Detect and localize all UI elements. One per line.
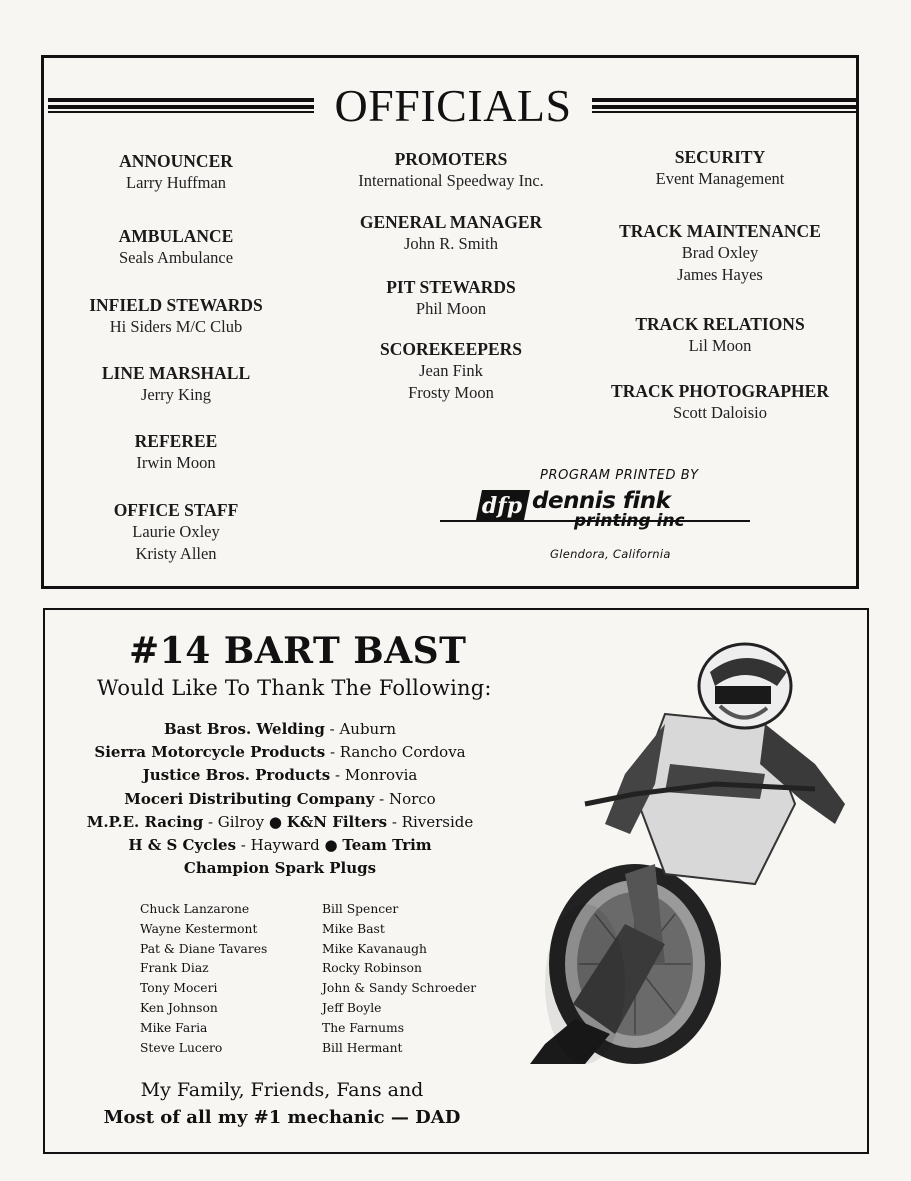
role-title: AMBULANCE: [118, 226, 234, 246]
sponsor-name: Champion Spark Plugs: [183, 859, 377, 878]
thanks-name: Tony Moceri: [140, 981, 218, 996]
thanks-name: Mike Faria: [140, 1020, 208, 1035]
sponsor-name: M.P.E. Racing: [86, 812, 204, 831]
role-person-name: Lil Moon: [688, 336, 752, 355]
sponsor-name: H & S Cycles: [128, 836, 237, 855]
sponsor-location: - Riverside: [387, 812, 474, 831]
role-person-name: Seals Ambulance: [118, 248, 234, 267]
thanks-name: Bill Hermant: [322, 1040, 403, 1055]
thanks-name: Jeff Boyle: [322, 1000, 382, 1015]
sponsor-location: - Gilroy ●: [203, 812, 287, 831]
title-rule-right: [592, 98, 858, 114]
role-title: REFEREE: [134, 431, 218, 451]
official-role-security: [590, 147, 850, 190]
role-person-name: Jean Fink: [419, 361, 483, 380]
role-person-name: Kristy Allen: [135, 543, 217, 563]
role-person-name: John R. Smith: [404, 234, 498, 253]
role-title: OFFICE STAFF: [113, 500, 239, 520]
role-title: TRACK MAINTENANCE: [619, 221, 821, 241]
thanks-name: Bill Spencer: [322, 902, 399, 916]
official-role-line-marshall: [46, 363, 306, 406]
official-role-office-staff: [46, 500, 306, 564]
thanks-name: Pat & Diane Tavares: [140, 941, 268, 956]
official-role-pit-stewards: [321, 277, 581, 320]
rider-title: #14 BART BAST: [129, 630, 467, 672]
thanks-heading: Would Like To Thank The Following:: [97, 676, 492, 700]
sponsor-list: [45, 718, 515, 880]
sponsor-line: [45, 811, 515, 834]
speedway-rider-photo: [515, 624, 845, 1070]
official-role-referee: [46, 431, 306, 474]
thanks-name: John & Sandy Schroeder: [322, 981, 477, 996]
role-title: SCOREKEEPERS: [380, 339, 522, 359]
officials-title-row: [44, 82, 856, 132]
role-title: SECURITY: [674, 147, 766, 167]
official-role-announcer: [46, 151, 306, 194]
role-person-name: Event Management: [655, 169, 785, 188]
role-person-name: Laurie Oxley: [132, 522, 220, 541]
rider-thanks-box: [43, 608, 869, 1154]
printed-by-label: PROGRAM PRINTED BY: [540, 468, 699, 483]
role-title: GENERAL MANAGER: [359, 212, 543, 232]
printer-name-line2: printing inc: [574, 511, 685, 531]
thanks-name: The Farnums: [322, 1020, 405, 1035]
sponsor-name: Justice Bros. Products: [142, 766, 331, 785]
dfp-logo-text: dfp: [481, 493, 523, 519]
closing-line-1: My Family, Friends, Fans and: [140, 1079, 424, 1101]
role-person-name: Hi Siders M/C Club: [109, 317, 243, 336]
sponsor-name: Sierra Motorcycle Products: [94, 743, 326, 762]
sponsor-location: - Auburn: [324, 720, 397, 738]
thanks-list-column-1: [140, 900, 267, 1058]
closing-line-2: Most of all my #1 mechanic — DAD: [103, 1107, 461, 1128]
thanks-name: Chuck Lanzarone: [140, 902, 250, 916]
official-role-track-relations: [590, 314, 850, 357]
thanks-name: Rocky Robinson: [322, 961, 422, 976]
sponsor-location: - Monrovia: [330, 766, 418, 785]
role-person-name: Irwin Moon: [136, 453, 216, 472]
role-person-name: Larry Huffman: [125, 173, 227, 192]
official-role-promoters: [321, 149, 581, 192]
thanks-name: Steve Lucero: [140, 1040, 223, 1055]
role-title: TRACK PHOTOGRAPHER: [611, 381, 829, 401]
thanks-name: Mike Kavanaugh: [322, 941, 427, 956]
sponsor-line: [45, 788, 515, 811]
official-role-track-photographer: [590, 381, 850, 424]
sponsor-name: Bast Bros. Welding: [163, 720, 325, 738]
sponsor-location: - Hayward ●: [236, 836, 343, 855]
role-person-name: Scott Daloisio: [673, 403, 767, 422]
sponsor-line: [45, 764, 515, 787]
role-person-name: Brad Oxley: [681, 243, 759, 262]
role-person-name: Frosty Moon: [408, 382, 494, 402]
role-title: INFIELD STEWARDS: [89, 295, 263, 315]
role-person-name: Phil Moon: [415, 299, 487, 318]
sponsor-line: [45, 834, 515, 857]
thanks-name: Ken Johnson: [140, 1000, 218, 1015]
role-person-name: Jerry King: [140, 385, 212, 404]
official-role-general-manager: [321, 212, 581, 255]
sponsor-line: [45, 741, 515, 764]
officials-title: OFFICIALS: [334, 80, 572, 131]
printer-credit: [440, 468, 760, 568]
closing-message: [45, 1076, 519, 1132]
sponsor-name: K&N Filters: [286, 812, 388, 831]
official-role-infield-stewards: [46, 295, 306, 338]
title-rule-left: [48, 98, 314, 114]
thanks-name: Frank Diaz: [140, 961, 209, 976]
sponsor-location: - Rancho Cordova: [325, 743, 466, 762]
role-title: PROMOTERS: [394, 149, 508, 169]
thanks-list-column-2: [322, 900, 476, 1058]
thanks-name: Mike Bast: [322, 921, 385, 936]
role-person-name: International Speedway Inc.: [358, 171, 544, 190]
thanks-name: Wayne Kestermont: [140, 921, 258, 936]
sponsor-line: [45, 718, 515, 741]
official-role-track-maintenance: [590, 221, 850, 285]
officials-box: [41, 55, 859, 589]
sponsor-location: - Norco: [374, 789, 436, 808]
printer-location: Glendora, California: [550, 547, 671, 561]
official-role-scorekeepers: [321, 339, 581, 403]
role-person-name: James Hayes: [677, 264, 763, 284]
sponsor-name: Team Trim: [342, 836, 432, 855]
role-title: TRACK RELATIONS: [635, 314, 805, 334]
official-role-ambulance: [46, 226, 306, 269]
sponsor-line: [45, 857, 515, 880]
role-title: LINE MARSHALL: [101, 363, 251, 383]
role-title: PIT STEWARDS: [386, 277, 516, 297]
role-title: ANNOUNCER: [119, 151, 233, 171]
printer-name-line1: dennis fink: [532, 488, 671, 514]
sponsor-name: Moceri Distributing Company: [124, 789, 375, 808]
